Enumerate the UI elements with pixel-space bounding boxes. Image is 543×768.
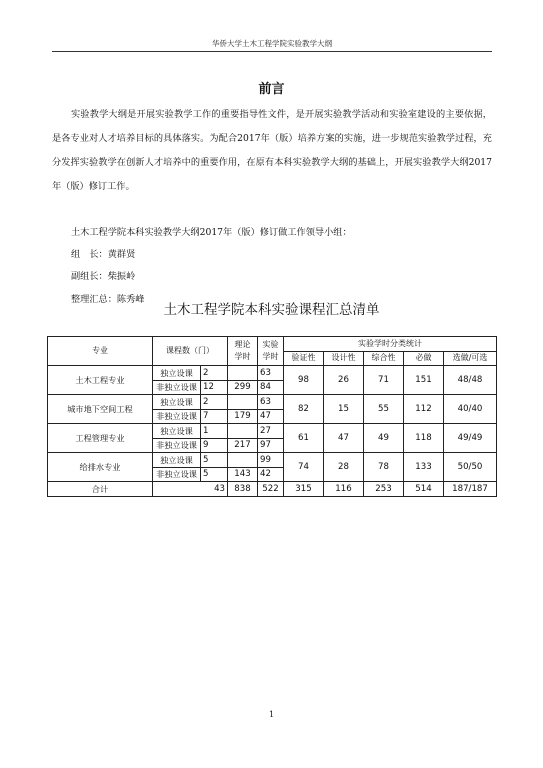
lab-hours-cell: 97	[258, 438, 284, 453]
lab-hours-cell: 27	[258, 424, 284, 439]
header-comprehensive: 综合性	[364, 351, 404, 366]
preface-paragraph: 实验教学大纲是开展实验教学工作的重要指导性文件，是开展实验教学活动和实验室建设的主要依据，是各专业对人才培养目标的具体落实。为配合2017年（版）培养方案的实施，进一步规范实验教学过程，充分发挥实验教学在创新人才培养中的重要作用，在原有本科实验教学大纲的基础上，开展实验教学大纲2017年（版）修订工作。	[52, 109, 492, 192]
major-cell: 土木工程专业	[48, 366, 153, 395]
theory-hours-cell	[228, 424, 258, 439]
theory-hours-cell: 217	[228, 438, 258, 453]
required-cell: 118	[404, 424, 444, 453]
running-header: 华侨大学土木工程学院实验教学大纲	[212, 39, 332, 48]
course-summary-table	[47, 336, 497, 497]
header-elective: 选做/可选	[444, 351, 497, 366]
header-major: 专业	[48, 337, 153, 366]
table-row	[48, 395, 497, 410]
table-total-row	[48, 482, 497, 497]
team-intro: 土木工程学院本科实验教学大纲2017年（版）修订做工作领导小组：	[71, 227, 352, 238]
elective-cell: 48/48	[444, 366, 497, 395]
course-type-cell: 独立设课	[153, 453, 201, 468]
header-verify: 验证性	[284, 351, 324, 366]
major-cell: 城市地下空间工程	[48, 395, 153, 424]
required-cell: 151	[404, 366, 444, 395]
table-title: 土木工程学院本科实验课程汇总清单	[163, 302, 380, 318]
header-lab-hours: 实验 学时	[258, 337, 284, 366]
total-lab-hours: 522	[258, 482, 284, 497]
theory-hours-cell: 299	[228, 380, 258, 395]
page-number: 1	[268, 710, 275, 719]
course-type-cell: 独立设课	[153, 395, 201, 410]
course-type-cell: 非独立设课	[153, 380, 201, 395]
comprehensive-cell: 55	[364, 395, 404, 424]
course-count-cell: 12	[201, 380, 228, 395]
theory-hours-cell: 143	[228, 467, 258, 482]
course-type-cell: 非独立设课	[153, 409, 201, 424]
total-theory-hours: 838	[228, 482, 258, 497]
course-count-cell: 5	[201, 453, 228, 468]
design-cell: 47	[324, 424, 364, 453]
total-comprehensive: 253	[364, 482, 404, 497]
lab-hours-cell: 42	[258, 467, 284, 482]
header-theory-hours: 理论 学时	[228, 337, 258, 366]
verify-cell: 61	[284, 424, 324, 453]
lab-hours-cell: 99	[258, 453, 284, 468]
theory-hours-cell	[228, 366, 258, 381]
total-design: 116	[324, 482, 364, 497]
lab-hours-cell: 84	[258, 380, 284, 395]
course-count-cell: 9	[201, 438, 228, 453]
major-cell: 工程管理专业	[48, 424, 153, 453]
course-count-cell: 2	[201, 395, 228, 410]
elective-cell: 40/40	[444, 395, 497, 424]
course-count-cell: 5	[201, 467, 228, 482]
verify-cell: 98	[284, 366, 324, 395]
lab-hours-cell: 63	[258, 366, 284, 381]
major-cell: 给排水专业	[48, 453, 153, 482]
design-cell: 28	[324, 453, 364, 482]
table-row	[48, 453, 497, 468]
total-required: 514	[404, 482, 444, 497]
comprehensive-cell: 78	[364, 453, 404, 482]
required-cell: 112	[404, 395, 444, 424]
elective-cell: 49/49	[444, 424, 497, 453]
team-compiler: 整理汇总：陈秀峰	[71, 294, 145, 305]
total-elective: 187/187	[444, 482, 497, 497]
lab-hours-cell: 63	[258, 395, 284, 410]
design-cell: 26	[324, 366, 364, 395]
table-row	[48, 366, 497, 381]
team-vice-leader: 副组长：柴振岭	[71, 271, 136, 282]
table-row	[48, 424, 497, 439]
theory-hours-cell	[228, 453, 258, 468]
header-rule	[52, 51, 492, 52]
total-course-count: 43	[153, 482, 228, 497]
elective-cell: 50/50	[444, 453, 497, 482]
preface-title: 前言	[258, 82, 285, 97]
header-design: 设计性	[324, 351, 364, 366]
theory-hours-cell	[228, 395, 258, 410]
required-cell: 133	[404, 453, 444, 482]
table-header-row	[48, 337, 497, 352]
course-count-cell: 2	[201, 366, 228, 381]
course-count-cell: 1	[201, 424, 228, 439]
verify-cell: 82	[284, 395, 324, 424]
verify-cell: 74	[284, 453, 324, 482]
lab-hours-cell: 47	[258, 409, 284, 424]
team-leader: 组 长：黄群贤	[71, 249, 136, 260]
header-category-group: 实验学时分类统计	[284, 337, 497, 352]
course-type-cell: 独立设课	[153, 366, 201, 381]
total-verify: 315	[284, 482, 324, 497]
comprehensive-cell: 49	[364, 424, 404, 453]
design-cell: 15	[324, 395, 364, 424]
course-type-cell: 非独立设课	[153, 467, 201, 482]
total-label: 合计	[48, 482, 153, 497]
header-course-count: 课程数（门）	[153, 337, 228, 366]
theory-hours-cell: 179	[228, 409, 258, 424]
course-type-cell: 独立设课	[153, 424, 201, 439]
course-type-cell: 非独立设课	[153, 438, 201, 453]
comprehensive-cell: 71	[364, 366, 404, 395]
course-count-cell: 7	[201, 409, 228, 424]
header-required: 必做	[404, 351, 444, 366]
